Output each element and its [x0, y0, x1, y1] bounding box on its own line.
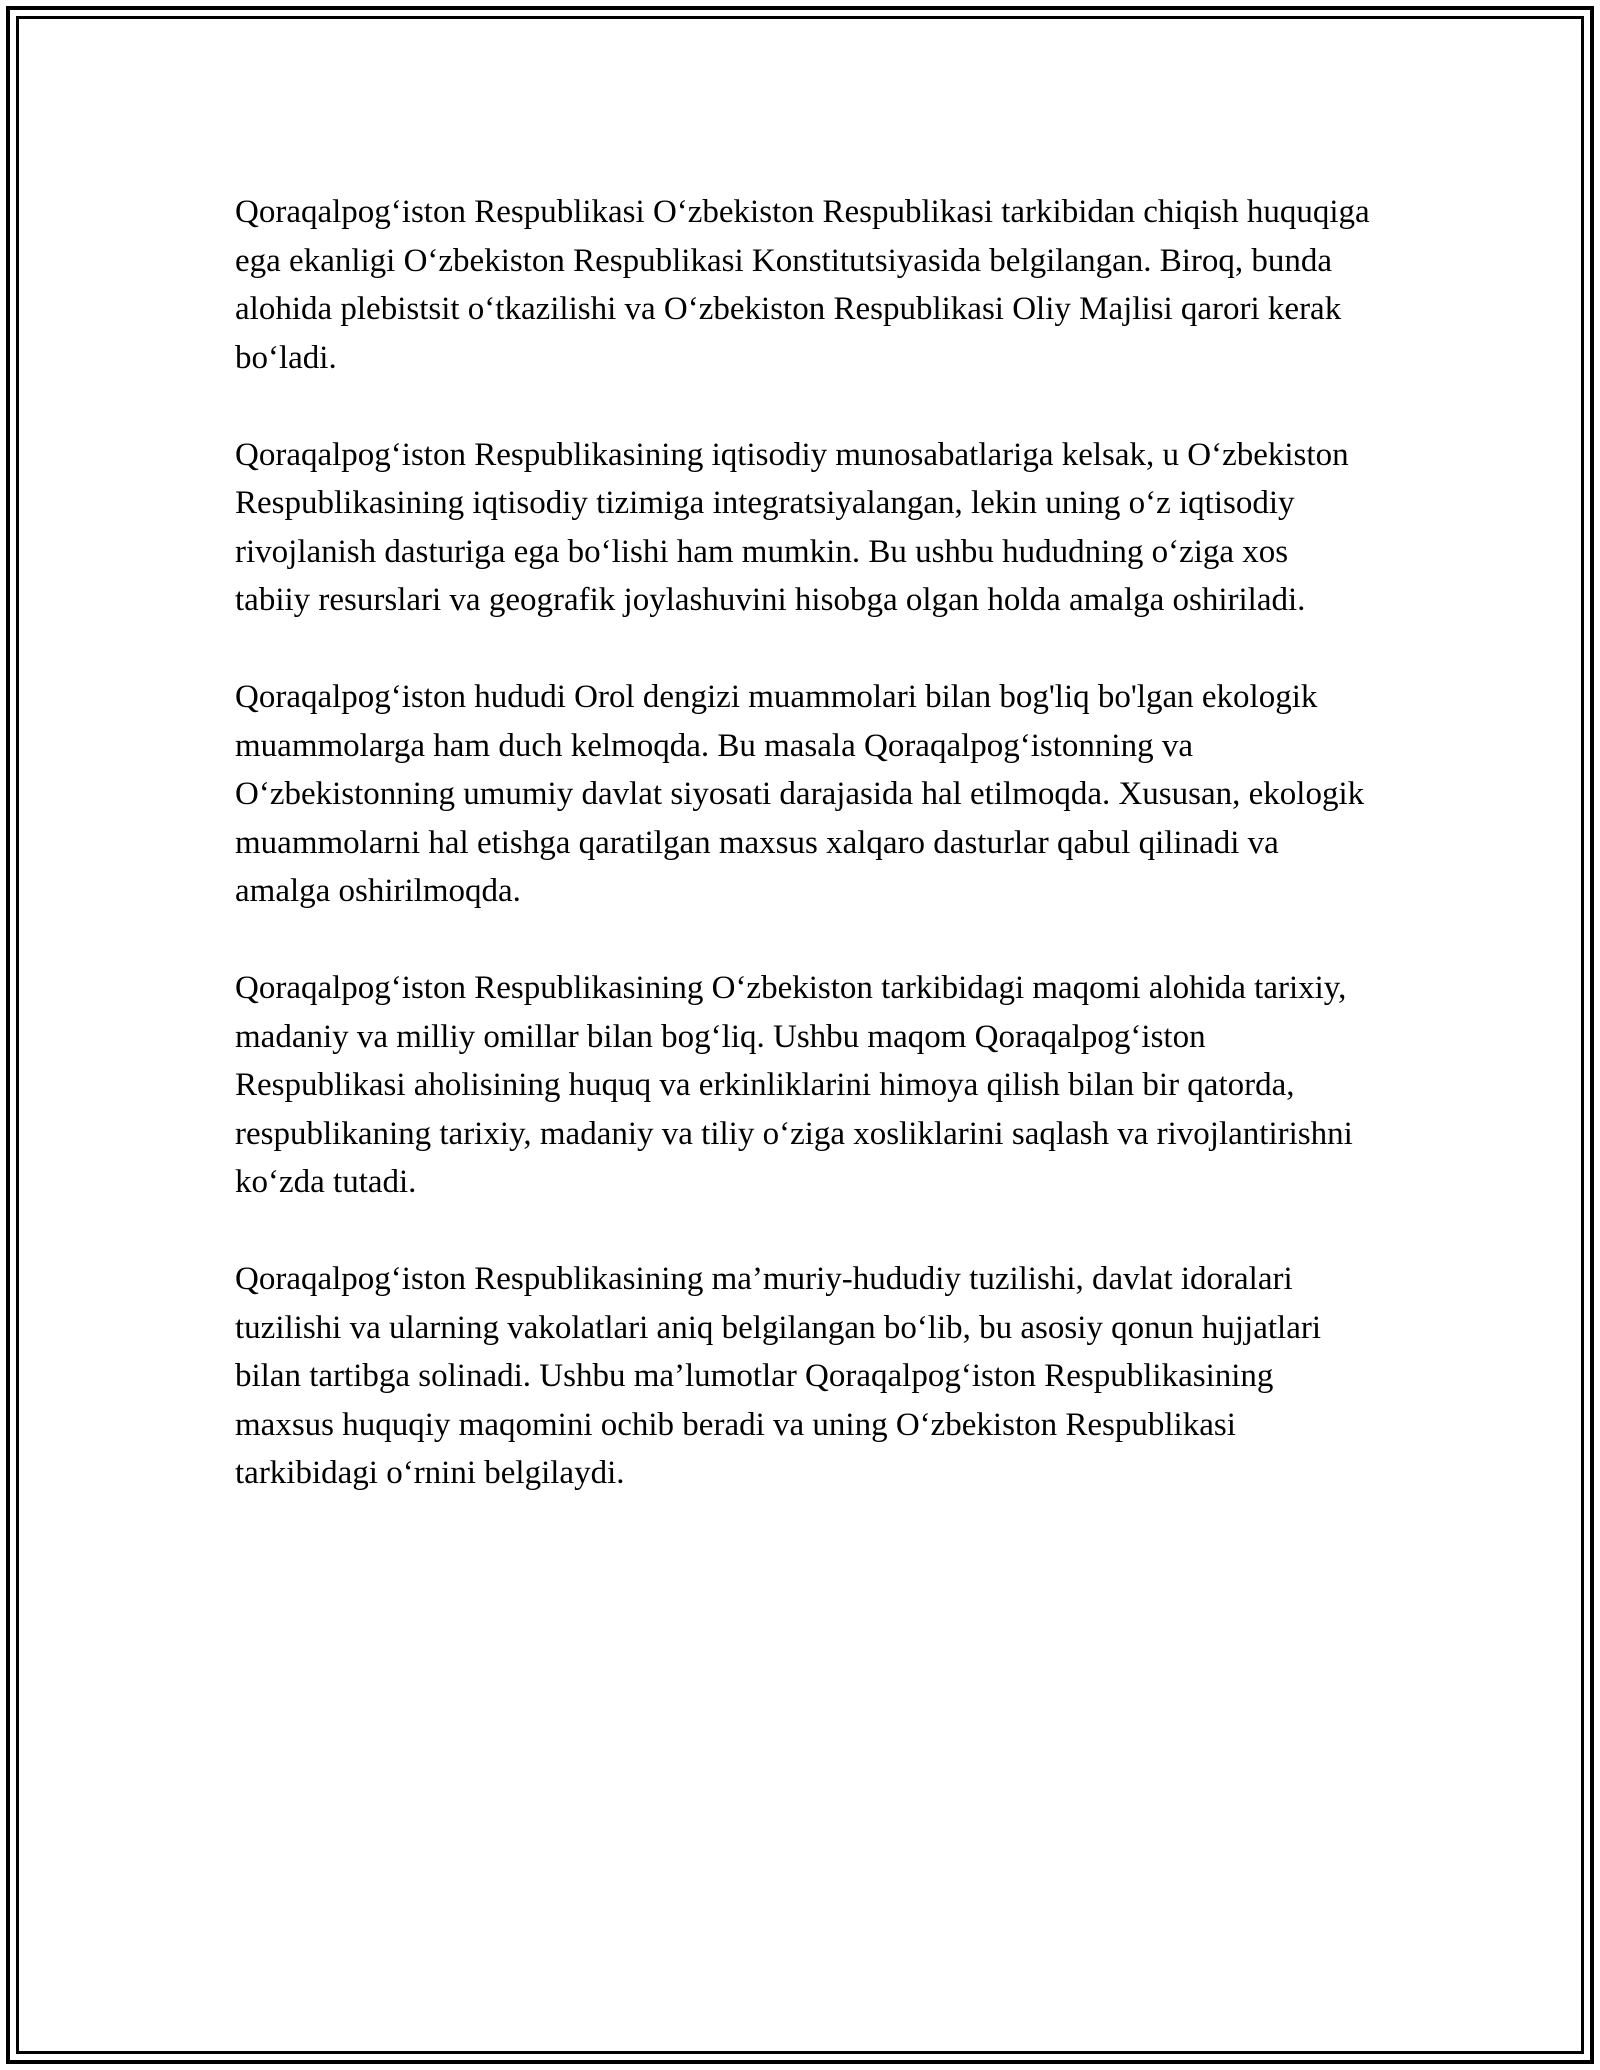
paragraph: Qoraqalpog‘iston Respublikasi O‘zbekiston Respublikasi tarkibidan chiqish huquqiga ega ekanligi O‘zbekiston Respublikasi Konstitutsiyasida belgilangan. Biroq, bunda alohida plebistsit o‘tkazilishi va O‘zbekiston Respublikasi Oliy Majlisi qarori kerak bo‘ladi. [235, 194, 1370, 376]
paragraph: Qoraqalpog‘iston Respublikasining ma’muriy-hududiy tuzilishi, davlat idoralari tuzilishi va ularning vakolatlari aniq belgilangan bo‘lib, bu asosiy qonun hujjatlari bilan tartibga solinadi. Ushbu ma’lumotlar Qoraqalpog‘iston Respublikasining maxsus huquqiy maqomini ochib beradi va uning O‘zbekiston Respublikasi tarkibidagi o‘rnini belgilaydi. [235, 1261, 1322, 1491]
paragraph: Qoraqalpog‘iston Respublikasining O‘zbekiston tarkibidagi maqomi alohida tarixiy, madaniy va milliy omillar bilan bog‘liq. Ushbu maqom Qoraqalpog‘iston Respublikasi aholisining huquq va erkinliklarini himoya qilish bilan bir qatorda, respublikaning tarixiy, madaniy va tiliy o‘ziga xosliklarini saqlash va rivojlantirishni ko‘zda tutadi. [235, 970, 1353, 1200]
paragraph: Qoraqalpog‘iston Respublikasining iqtisodiy munosabatlariga kelsak, u O‘zbekiston Respublikasining iqtisodiy tizimiga integratsiyalangan, lekin uning o‘z iqtisodiy rivojlanish dasturiga ega bo‘lishi ham mumkin. Bu ushbu hududning o‘ziga xos tabiiy resurslari va geografik joylashuvini hisobga olgan holda amalga oshiriladi. [235, 436, 1349, 618]
document-body [235, 188, 1370, 1546]
paragraph: Qoraqalpog‘iston hududi Orol dengizi muammolari bilan bog'liq bo'lgan ekologik muammolarga ham duch kelmoqda. Bu masala Qoraqalpog‘istonning va O‘zbekistonning umumiy davlat siyosati darajasida hal etilmoqda. Xususan, ekologik muammolarni hal etishga qaratilgan maxsus xalqaro dasturlar qabul qilinadi va amalga oshirilmoqda. [235, 679, 1365, 909]
